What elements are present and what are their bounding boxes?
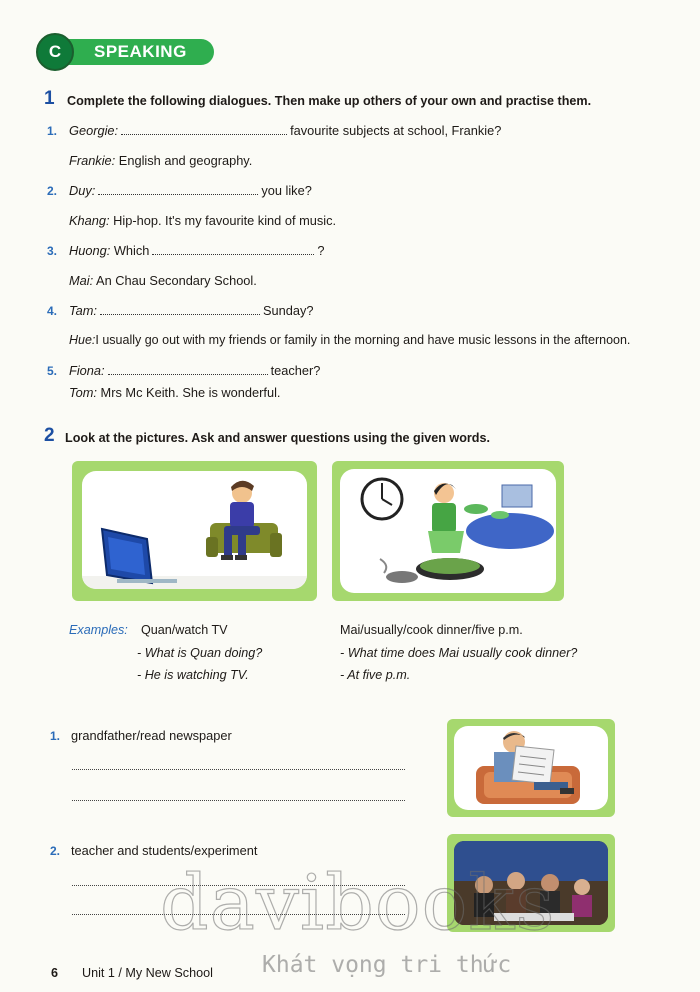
reply-text: I usually go out with my friends or family in the morning and have music lessons in the afternoon. (95, 333, 631, 347)
picture-mai-cook-dinner (332, 461, 564, 601)
line-text: Sunday? (262, 303, 314, 318)
reply-text: Mrs Mc Keith. She is wonderful. (100, 385, 281, 400)
answer-blank[interactable] (108, 365, 268, 375)
item-number: 5. (47, 364, 58, 378)
dialogue-line (69, 243, 325, 258)
task-number: 1. (50, 729, 61, 743)
unit-title: Unit 1 / My New School (82, 966, 213, 980)
reply-text: An Chau Secondary School. (96, 273, 257, 288)
examples-label: Examples: (69, 623, 128, 637)
speaker: Tom: (69, 385, 97, 400)
dialogue-reply (69, 273, 257, 288)
watermark-tagline: Khát vọng tri thức (262, 952, 512, 978)
kitchen-scene-illustration (340, 469, 556, 593)
grandfather-illustration (454, 726, 608, 810)
answer-blank[interactable] (121, 125, 287, 135)
reply-text: Hip-hop. It's my favourite kind of music. (113, 213, 337, 228)
speaker: Frankie: (69, 153, 116, 168)
speaker: Huong: (69, 243, 111, 258)
item-number: 4. (47, 304, 58, 318)
reply-text: English and geography. (118, 153, 253, 168)
picture-grandfather-newspaper (447, 719, 615, 817)
example-b-prompt: Mai/usually/cook dinner/five p.m. (340, 623, 523, 637)
speaker: Khang: (69, 213, 110, 228)
dialogue-line (69, 183, 312, 198)
line-text: Which (113, 243, 150, 258)
dialogue-line (69, 303, 314, 318)
dialogue-line (69, 123, 501, 138)
speaker: Mai: (69, 273, 94, 288)
tv-scene-illustration (82, 471, 307, 589)
dialogue-reply (69, 333, 630, 347)
section-letter: C (36, 33, 74, 71)
exercise2-number: 2 (44, 425, 55, 446)
line-text: favourite subjects at school, Frankie? (290, 123, 502, 138)
item-number: 2. (47, 184, 58, 198)
section-badge (36, 37, 214, 67)
picture-quan-watch-tv (72, 461, 317, 601)
exercise2-instruction: Look at the pictures. Ask and answer questions using the given words. (65, 431, 491, 445)
page-number: 6 (51, 966, 59, 980)
example-a-answer: - He is watching TV. (137, 668, 249, 682)
speaker: Duy: (69, 183, 96, 198)
task-number: 2. (50, 844, 61, 858)
speaker: Georgie: (69, 123, 119, 138)
example-b-question: - What time does Mai usually cook dinner? (340, 646, 578, 660)
answer-line[interactable] (72, 800, 405, 801)
line-text: you like? (261, 183, 312, 198)
watermark-brand: davibooks (160, 858, 556, 947)
dialogue-reply (69, 153, 252, 168)
item-number: 1. (47, 124, 58, 138)
exercise1-number: 1 (44, 88, 55, 109)
example-b-answer: - At five p.m. (340, 668, 411, 682)
answer-blank[interactable] (98, 185, 258, 195)
answer-blank[interactable] (100, 305, 260, 315)
answer-blank[interactable] (152, 245, 314, 255)
line-text: ? (317, 243, 325, 258)
speaker: Fiona: (69, 363, 105, 378)
speaker: Hue: (69, 333, 96, 347)
exercise1-instruction: Complete the following dialogues. Then make up others of your own and practise them. (67, 94, 592, 108)
item-number: 3. (47, 244, 58, 258)
task-prompt: grandfather/read newspaper (71, 728, 232, 743)
answer-line[interactable] (72, 769, 405, 770)
example-a-question: - What is Quan doing? (137, 646, 263, 660)
example-a-prompt: Quan/watch TV (141, 623, 228, 637)
dialogue-reply (69, 385, 280, 400)
speaker: Tam: (69, 303, 97, 318)
line-text: teacher? (270, 363, 321, 378)
section-title: SPEAKING (94, 42, 187, 61)
task-prompt: teacher and students/experiment (71, 843, 258, 858)
dialogue-line (69, 363, 320, 378)
dialogue-reply (69, 213, 336, 228)
